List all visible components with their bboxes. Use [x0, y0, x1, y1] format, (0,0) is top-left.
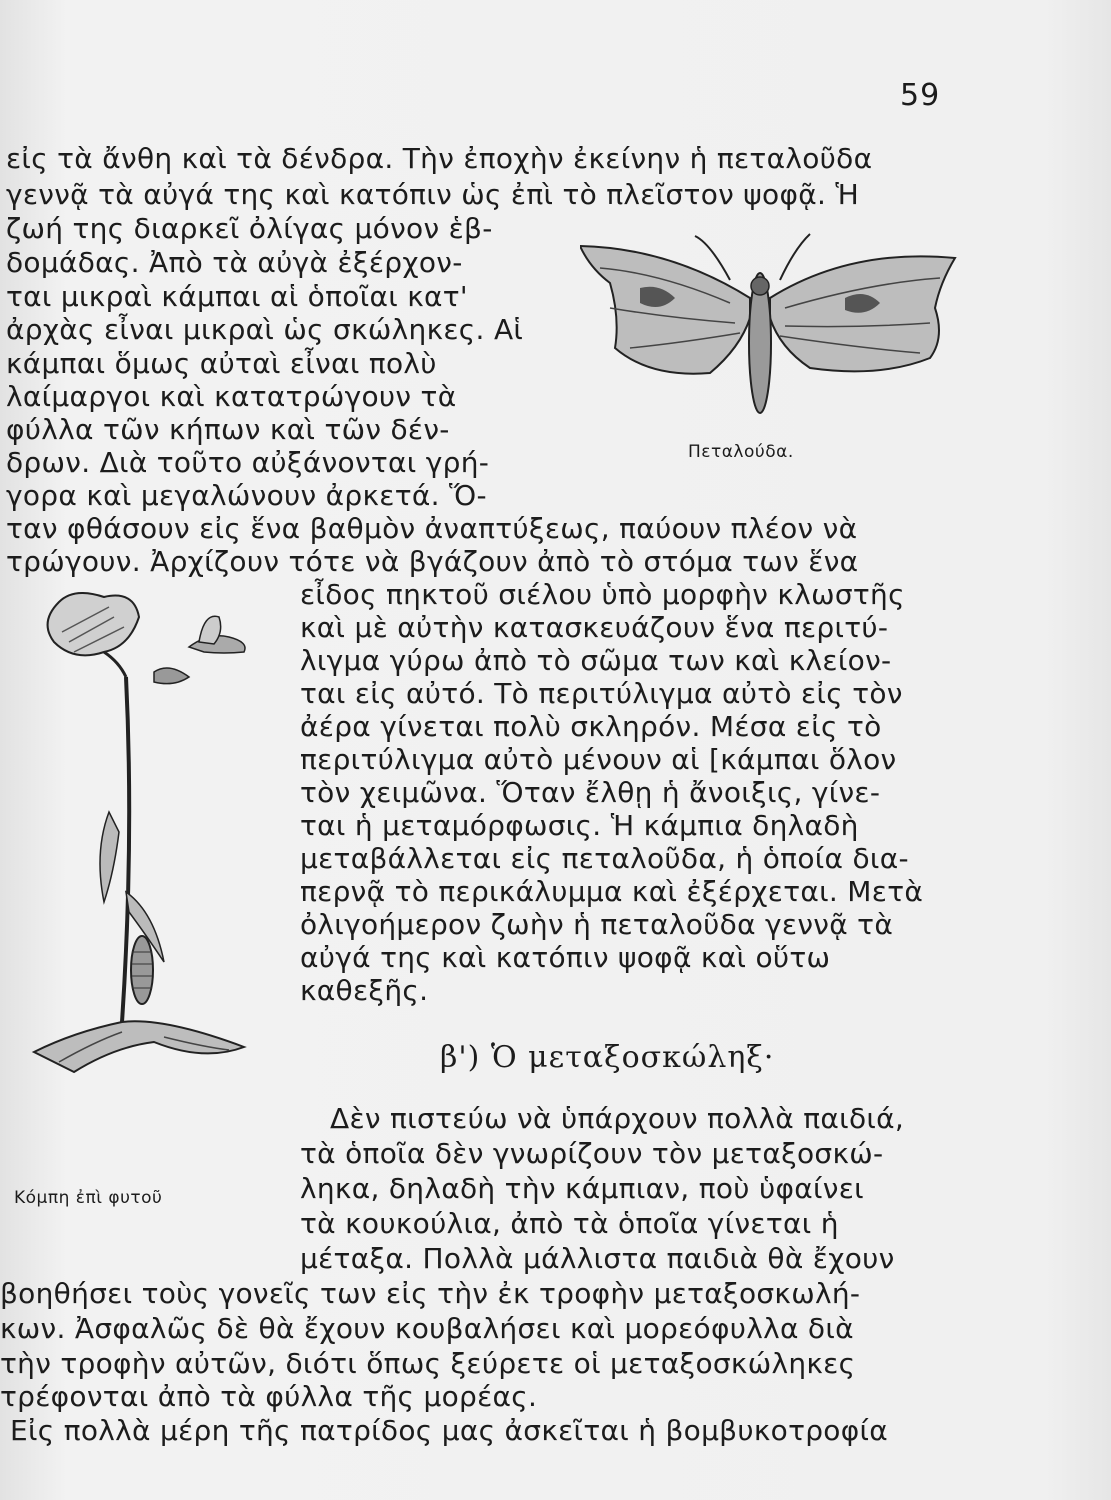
text-line: αὐγά της καὶ κατόπιν ψοφᾷ καὶ οὕτω: [300, 941, 831, 974]
text-line: τρώγουν. Ἀρχίζουν τότε νὰ βγάζουν ἀπὸ τὸ στόμα των ἕνα: [6, 545, 859, 578]
text-line: λαίμαργοι καὶ κατατρώγουν τὰ: [6, 380, 457, 413]
text-line: καθεξῆς.: [300, 974, 429, 1007]
text-line: περνᾷ τὸ περικάλυμμα καὶ ἐξέρχεται. Μετὰ: [300, 875, 924, 908]
text-line: μεταβάλλεται εἰς πεταλοῦδα, ἡ ὁποία δια-: [300, 842, 909, 875]
text-line: τὴν τροφὴν αὐτῶν, διότι ὅπως ξεύρετε οἱ μεταξοσκώληκες: [0, 1347, 856, 1380]
text-line: μέταξα. Πολλὰ μάλλιστα παιδιὰ θὰ ἔχουν: [300, 1242, 895, 1275]
text-line: ληκα, δηλαδὴ τὴν κάμπιαν, ποὺ ὑφαίνει: [300, 1172, 864, 1205]
text-line: λιγμα γύρω ἀπὸ τὸ σῶμα των καὶ κλείον-: [300, 644, 892, 677]
butterfly-caption: Πεταλούδα.: [688, 442, 794, 462]
section-heading: β') Ὁ μεταξοσκώληξ·: [440, 1040, 775, 1075]
text-line: δομάδας. Ἀπὸ τὰ αὐγὰ ἐξέρχον-: [6, 246, 463, 279]
text-line: καὶ μὲ αὐτὴν κατασκευάζουν ἕνα περιτύ-: [300, 611, 889, 644]
text-line: Δὲν πιστεύω νὰ ὑπάρχουν πολλὰ παιδιά,: [330, 1102, 905, 1135]
text-line: τὸν χειμῶνα. Ὅταν ἔλθῃ ἡ ἄνοιξις, γίνε-: [300, 776, 881, 809]
text-line: ἀέρα γίνεται πολὺ σκληρόν. Μέσα εἰς τὸ: [300, 710, 882, 743]
text-line: Εἰς πολλὰ μέρη τῆς πατρίδος μας ἀσκεῖται ἡ βομβυκοτροφία: [10, 1414, 889, 1447]
plant-caption: Κόμπη ἐπὶ φυτοῦ: [14, 1188, 163, 1208]
text-line: φύλλα τῶν κήπων καὶ τῶν δέν-: [6, 413, 450, 446]
text-line: τὰ ὁποῖα δὲν γνωρίζουν τὸν μεταξοσκώ-: [300, 1137, 884, 1170]
text-line: τρέφονται ἀπὸ τὰ φύλλα τῆς μορέας.: [0, 1380, 538, 1413]
text-line: ἀρχὰς εἶναι μικραὶ ὡς σκώληκες. Αἱ: [6, 313, 524, 346]
text-line: κων. Ἀσφαλῶς δὲ θὰ ἔχουν κουβαλήσει καὶ μορεόφυλλα διὰ: [0, 1312, 854, 1345]
text-line: βοηθήσει τοὺς γονεῖς των εἰς τὴν ἐκ τροφὴν μεταξοσκωλή-: [0, 1277, 861, 1310]
text-line: γεννᾷ τὰ αὐγά της καὶ κατόπιν ὡς ἐπὶ τὸ πλεῖστον ψοφᾷ. Ἡ: [6, 178, 860, 211]
text-line: ται ἡ μεταμόρφωσις. Ἡ κάμπια δηλαδὴ: [300, 809, 859, 842]
text-line: δρων. Διὰ τοῦτο αὐξάνονται γρή-: [6, 446, 490, 479]
text-line: γορα καὶ μεγαλώνουν ἀρκετά. Ὅ-: [6, 479, 487, 512]
text-line: ταν φθάσουν εἰς ἕνα βαθμὸν ἀναπτύξεως, παύουν πλέον νὰ: [6, 512, 858, 545]
page-number: 59: [900, 78, 941, 113]
text-line: εἶδος πηκτοῦ σιέλου ὑπὸ μορφὴν κλωστῆς: [300, 578, 905, 611]
text-line: ται εἰς αὐτό. Τὸ περιτύλιγμα αὐτὸ εἰς τὸν: [300, 677, 903, 710]
text-line: εἰς τὰ ἄνθη καὶ τὰ δένδρα. Τὴν ἐποχὴν ἐκείνην ἡ πεταλοῦδα: [6, 142, 873, 175]
text-line: τὰ κουκούλια, ἀπὸ τὰ ὁποῖα γίνεται ἡ: [300, 1207, 839, 1240]
plant-with-caterpillar-illustration: [14, 592, 304, 1112]
butterfly-illustration: [580, 228, 960, 424]
text-line: περιτύλιγμα αὐτὸ μένουν αἱ [κάμπαι ὅλον: [300, 743, 897, 776]
text-line: ὀλιγοήμερον ζωὴν ἡ πεταλοῦδα γεννᾷ τὰ: [300, 908, 894, 941]
text-line: κάμπαι ὅμως αὐταὶ εἶναι πολὺ: [6, 347, 437, 380]
text-line: ζωή της διαρκεῖ ὀλίγας μόνον ἑβ-: [6, 212, 493, 245]
text-line: ται μικραὶ κάμπαι αἱ ὁποῖαι κατ': [6, 280, 468, 313]
